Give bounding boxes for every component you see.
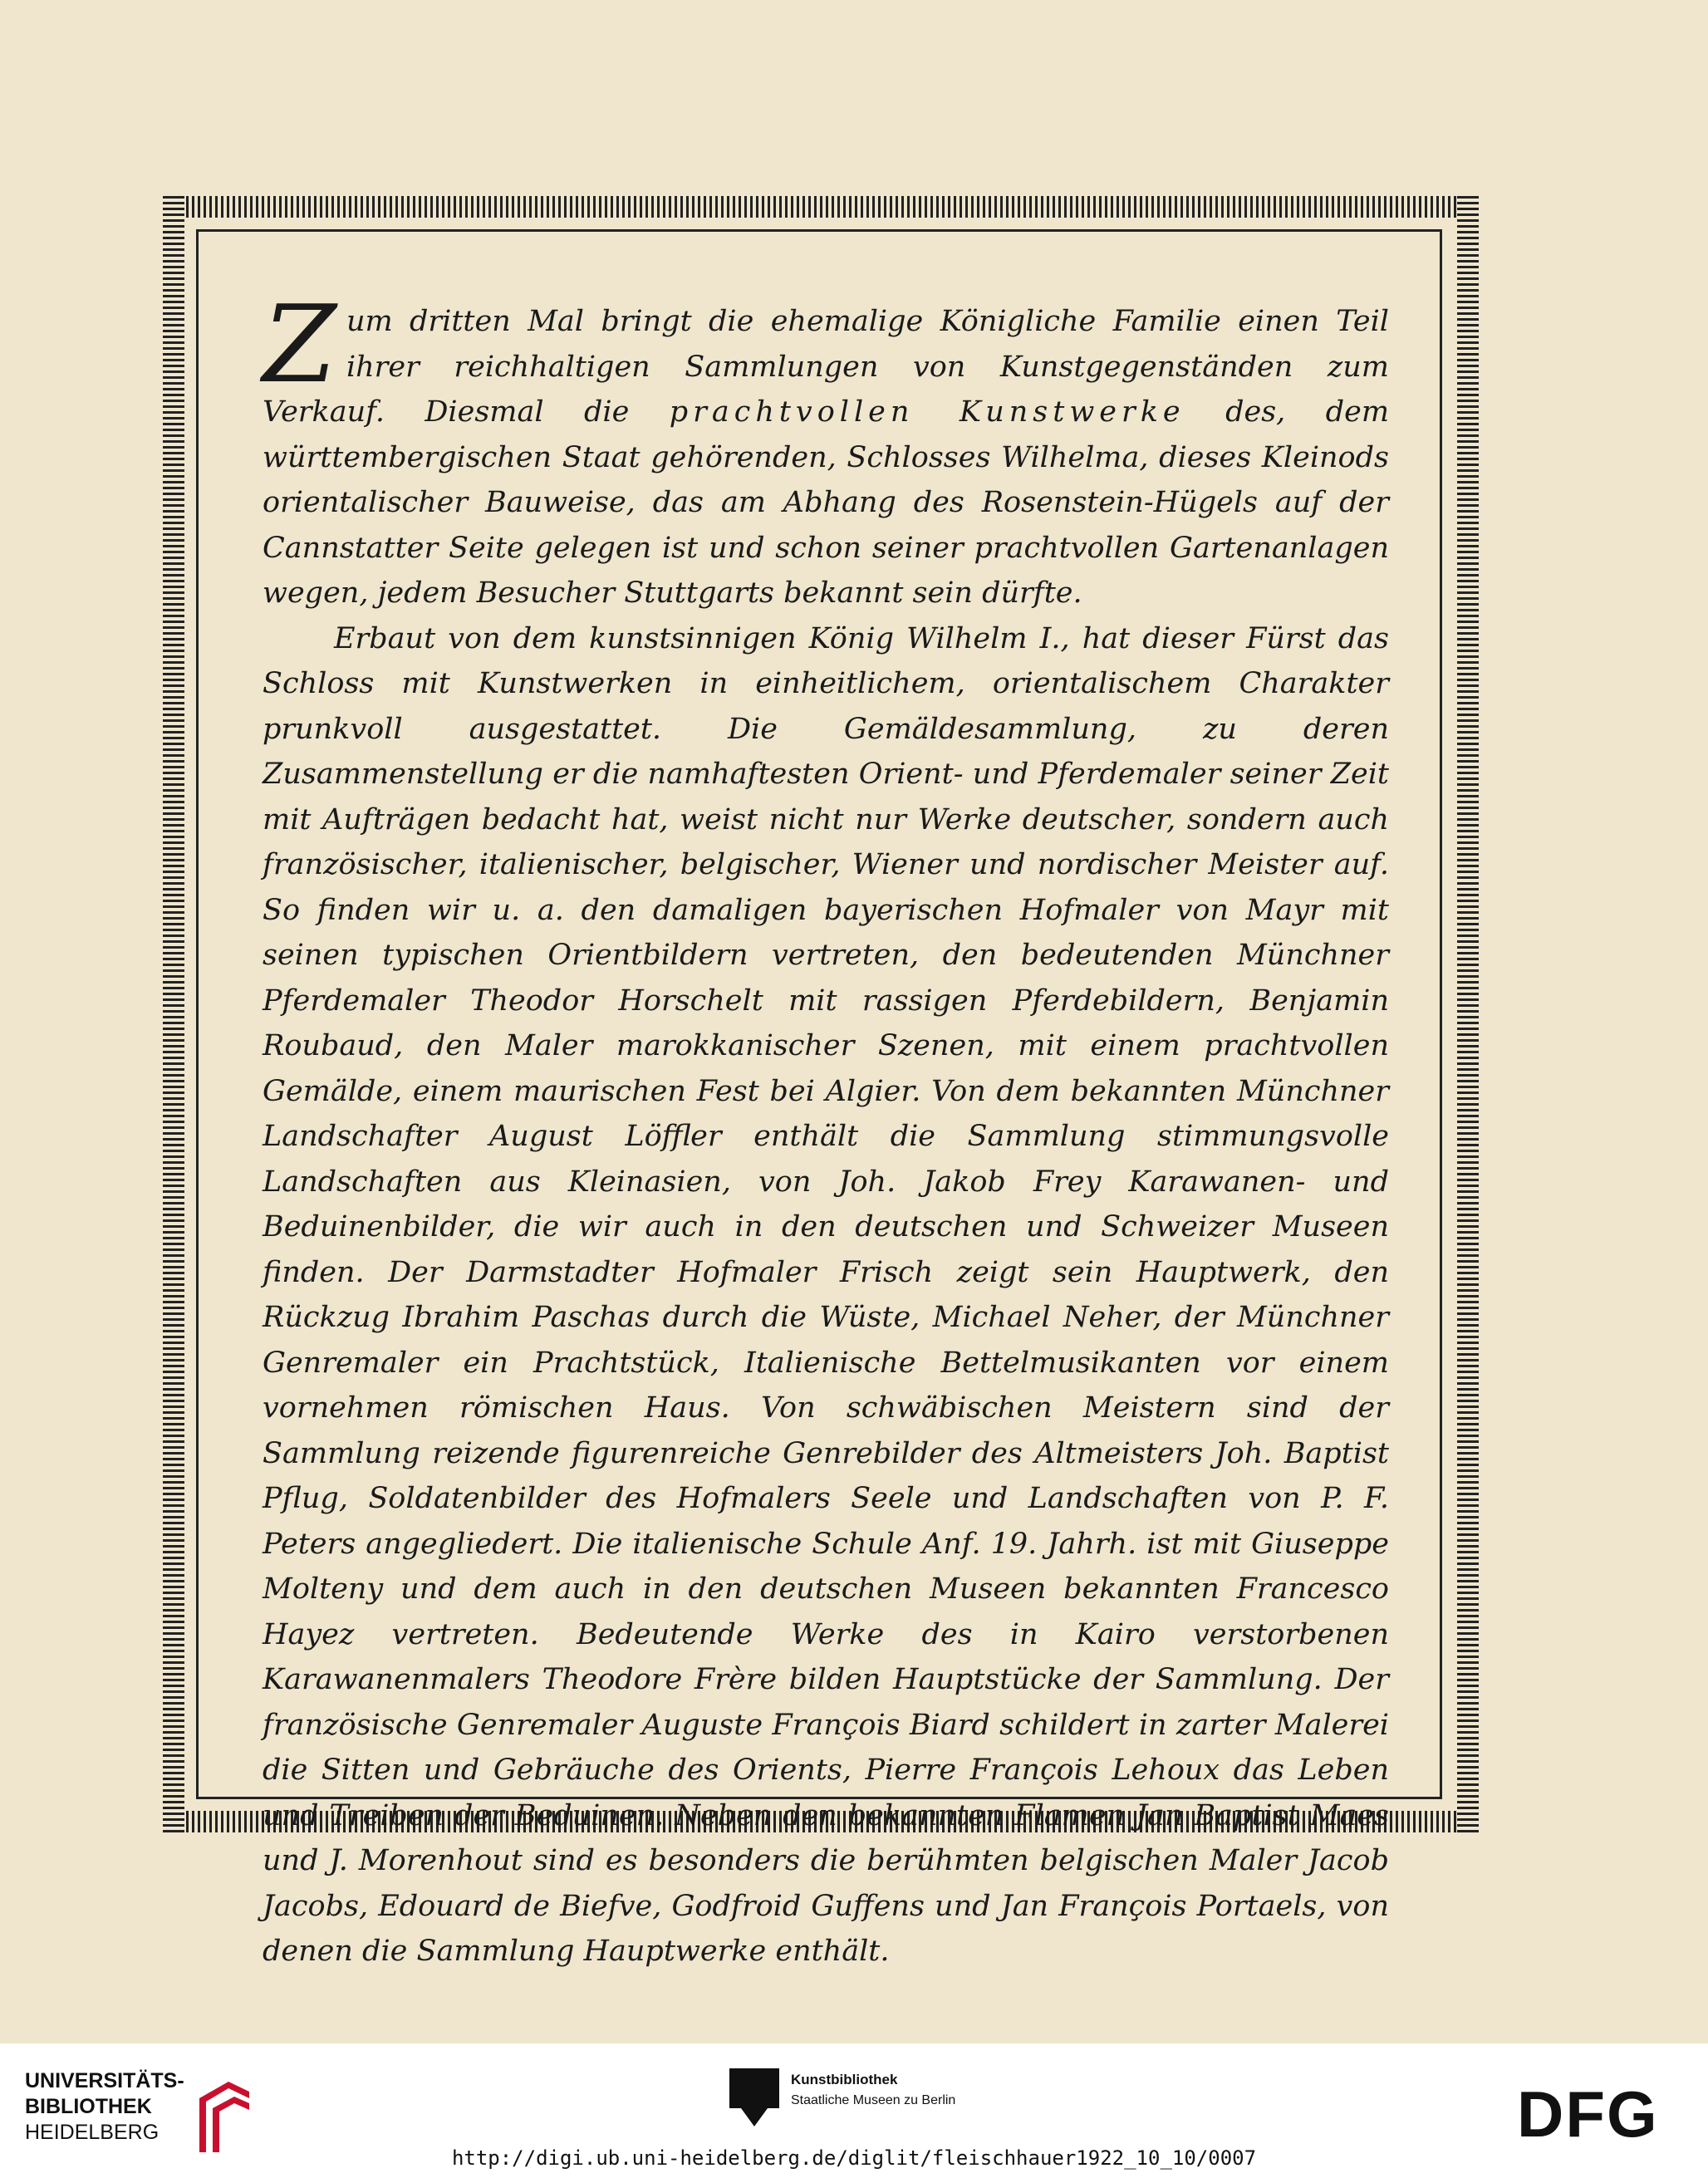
kb-mark-icon (729, 2068, 779, 2126)
ub-line-2: BIBLIOTHEK (25, 2095, 152, 2118)
kunstbibliothek-logo[interactable] (729, 2068, 1028, 2135)
drop-cap: Z (263, 283, 336, 407)
paragraph-2: Erbaut von dem kunstsinnigen König Wilhelm I., hat dieser Fürst das Schloss mit Kunstwerken in einheitlichem, orientalischem Charakter prunkvoll ausgestattet. Die Gemäldesammlung, zu deren Zusammenstellung er die namhaftesten Orient- und Pferdemaler seiner Zeit mit Aufträgen bedacht hat, weist nicht nur Werke deutscher, sondern auch französischer, italienischer, belgischer, Wiener und nordischer Meister auf. So finden wir u. a. den damaligen bayerischen Hofmaler von Mayr mit seinen typischen Orientbildern vertreten, den bedeutenden Münchner Pferdemaler Theodor Horschelt mit rassigen Pferdebildern, Benjamin Roubaud, den Maler marokkanischer Szenen, mit einem prachtvollen Gemälde, einem maurischen Fest bei Algier. Von dem bekannten Münchner Landschafter August Löffler enthält die Sammlung stimmungsvolle Landschaften aus Kleinasien, von Joh. Jakob Frey Karawanen- und Beduinenbilder, die wir auch in den deutschen und Schweizer Museen finden. Der Darmstadter Hofmaler Frisch zeigt sein Hauptwerk, den Rückzug Ibrahim Paschas durch die Wüste, Michael Neher, der Münchner Genremaler ein Prachtstück, Italienische Bettelmusikanten vor einem vornehmen römischen Haus. Von schwäbischen Meistern sind der Sammlung reizende figurenreiche Genrebilder des Altmeisters Joh. Baptist Pflug, Soldatenbilder des Hofmalers Seele und Landschaften von P. F. Peters angegliedert. Die italienische Schule Anf. 19. Jahrh. ist mit Giuseppe Molteny und dem auch in den deutschen Museen bekannten Francesco Hayez vertreten. Bedeutende Werke des in Kairo verstorbenen Karawanenmalers Theodore Frère bilden Hauptstücke der Sammlung. Der französische Genremaler Auguste François Biard schildert in zarter Malerei die Sitten und Gebräuche des Orients, Pierre François Lehoux das Leben und Treiben der Beduinen. Neben den bekannten Flamen Jan Baptist Maes und J. Morenhout sind es besonders die berühmten belgischen Maler Jacob Jacobs, Edouard de Biefve, Godfroid Guffens und Jan François Portaels, von denen die Sammlung Hauptwerke enthält. (263, 621, 1389, 1968)
ornamental-border-right (1457, 196, 1479, 1832)
ub-line-3: HEIDELBERG (25, 2121, 160, 2144)
permalink-url[interactable]: http://digi.ub.uni-heidelberg.de/diglit/fleischhauer1922_10_10/0007 (451, 2146, 1257, 2170)
dfg-logo[interactable]: DFG (1517, 2077, 1659, 2151)
ornamental-border-left (163, 196, 184, 1832)
body-text (263, 283, 1390, 1974)
paragraph-1-spaced: prachtvollen Kunstwerke (669, 395, 1185, 429)
kb-subtitle: Staatliche Museen zu Berlin (791, 2093, 956, 2107)
paragraph-1 (263, 283, 1390, 616)
ub-mark-icon (183, 2073, 258, 2156)
kb-name: Kunstbibliothek (791, 2072, 898, 2087)
footer-bar (0, 2043, 1708, 2178)
paragraph-1-rest: des, dem württembergischen Staat gehörenden, Schlosses Wilhelma, dieses Kleinods orientalischer Bauweise, das am Abhang des Rosenstein-Hügels auf der Cannstatter Seite gelegen ist und schon seiner prachtvollen Gartenanlagen wegen, jedem Besucher Stuttgarts bekannt sein dürfte. (263, 395, 1390, 610)
ub-logo-text (25, 2068, 184, 2146)
ornamental-border-top (163, 196, 1479, 218)
paragraph-1-lead: um dritten Mal bringt die ehemalige Königliche Familie einen Teil ihrer reichhaltigen Sammlungen von Kunstgegenständen zum Verkauf. Diesmal die (263, 305, 1389, 429)
ub-line-1: UNIVERSITÄTS- (25, 2069, 184, 2092)
